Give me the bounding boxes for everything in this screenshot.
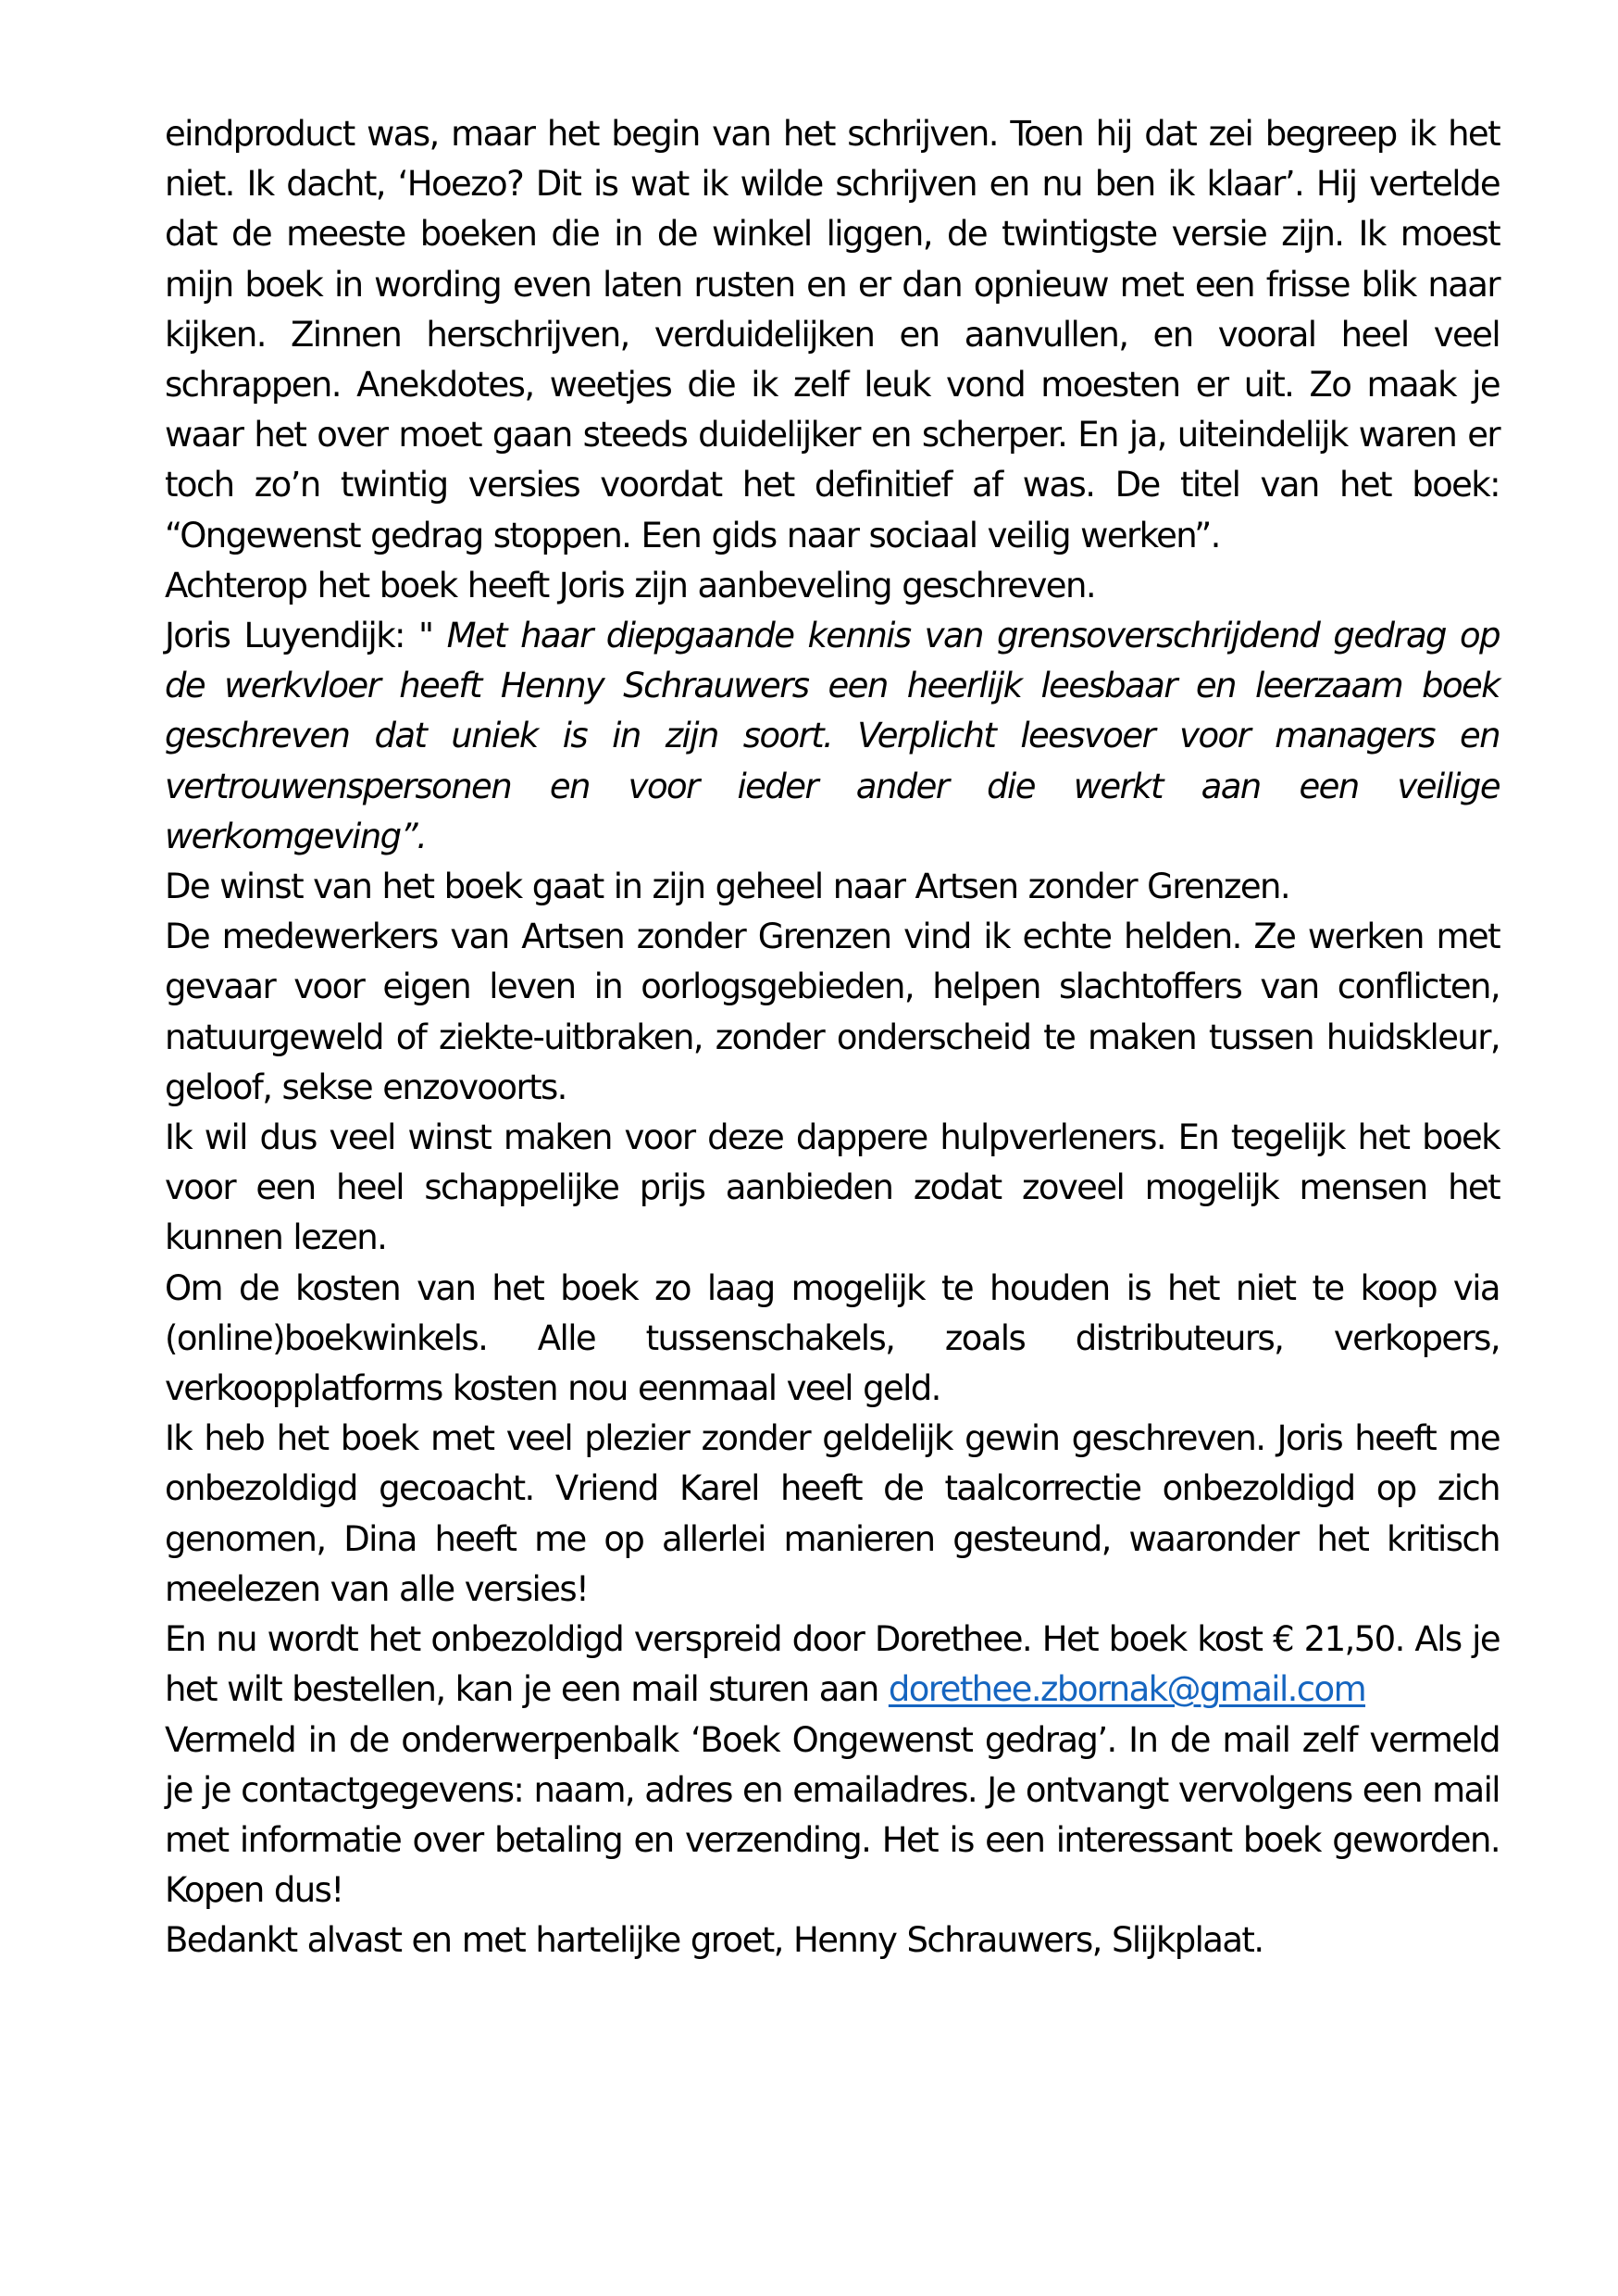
paragraph-profit-destination: De winst van het boek gaat in zijn geheel naar Artsen zonder Grenzen.	[165, 867, 1290, 907]
paragraph-no-bookstores: Om de kosten van het boek zo laag mogelijk te houden is het niet te koop via (online)boekwinkels. Alle tussenschakels, zoals distributeurs, verkopers, verkoopplatforms kosten nou eenmaal veel geld.	[165, 1267, 1500, 1409]
ordering-text: En nu wordt het onbezoldigd verspreid door Dorethee. Het boek kost € 21,50. Als je het wilt bestellen, kan je een mail sturen aan	[165, 1619, 1500, 1710]
paragraph-closing-signature: Bedankt alvast en met hartelijke groet, Henny Schrauwers, Slijkplaat.	[165, 1920, 1263, 1961]
paragraph-fair-price: Ik wil dus veel winst maken voor deze dappere hulpverleners. En tegelijk het boek voor een heel schappelijke prijs aanbieden zodat zoveel mogelijk mensen het kunnen lezen.	[165, 1117, 1500, 1258]
quote-author: Joris Luyendijk: "	[165, 616, 447, 656]
paragraph-mail-instructions: Vermeld in de onderwerpenbalk ‘Boek Ongewenst gedrag’. In de mail zelf vermeld je je contactgegevens: naam, adres en emailadres. Je ontvangt vervolgens een mail met informatie over betaling en verzending. Het is een interessant boek geworden. Kopen dus!	[165, 1719, 1500, 1911]
paragraph-acknowledgements: Ik heb het boek met veel plezier zonder geldelijk gewin geschreven. Joris heeft me onbezoldigd gecoacht. Vriend Karel heeft de taalcorrectie onbezoldigd op zich genomen, Dina heeft me op allerlei manieren gesteund, waaronder het kritisch meelezen van alle versies!	[165, 1418, 1500, 1609]
quote-text: Met haar diepgaande kennis van grensoverschrijdend gedrag op de werkvloer heeft Henny Schrauwers een heerlijk leesbaar en leerzaam boek geschreven dat uniek is in zijn soort. Verplicht leesvoer voor managers en vertrouwenspersonen en voor ieder ander die werkt aan een veilige werkomgeving”.	[165, 616, 1500, 856]
document-page	[165, 109, 1500, 1966]
paragraph-recommendation-intro: Achterop het boek heeft Joris zijn aanbeveling geschreven.	[165, 565, 1095, 605]
email-link[interactable]: dorethee.zbornak@gmail.com	[888, 1669, 1366, 1710]
paragraph-msf-heroes: De medewerkers van Artsen zonder Grenzen vind ik echte helden. Ze werken met gevaar voor eigen leven in oorlogsgebieden, helpen slachtoffers van conflicten, natuurgeweld of ziekte-uitbraken, zonder onderscheid te maken tussen huidskleur, geloof, sekse enzovoorts.	[165, 917, 1500, 1107]
paragraph-recommendation-quote	[165, 611, 1500, 862]
paragraph-ordering	[165, 1615, 1500, 1715]
paragraph-writing-process: eindproduct was, maar het begin van het schrijven. Toen hij dat zei begreep ik het niet. Ik dacht, ‘Hoezo? Dit is wat ik wilde schrijven en nu ben ik klaar’. Hij vertelde dat de meeste boeken die in de winkel liggen, de twintigste versie zijn. Ik moest mijn boek in wording even laten rusten en er dan opnieuw met een frisse blik naar kijken. Zinnen herschrijven, verduidelijken en aanvullen, en vooral heel veel schrappen. Anekdotes, weetjes die ik zelf leuk vond moesten er uit. Zo maak je waar het over moet gaan steeds duidelijker en scherper. En ja, uiteindelijk waren er toch zo’n twintig versies voordat het definitief af was. De titel van het boek: “Ongewenst gedrag stoppen. Een gids naar sociaal veilig werken”.	[165, 114, 1500, 555]
